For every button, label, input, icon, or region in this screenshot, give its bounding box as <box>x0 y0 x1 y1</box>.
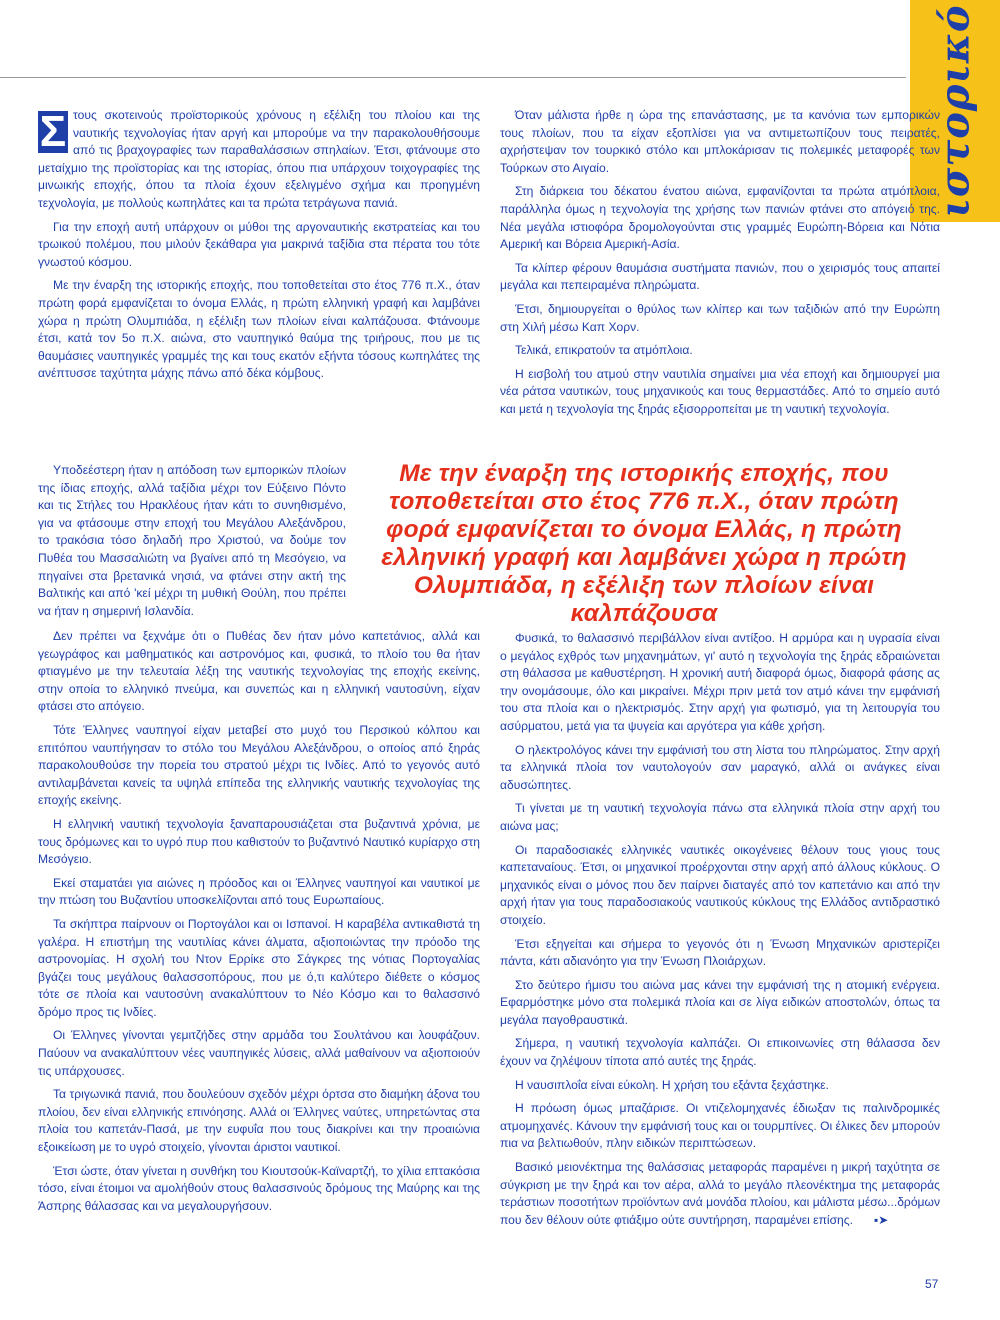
right-column-bottom <box>500 630 940 1235</box>
left-column-narrow <box>38 462 346 626</box>
header-rule <box>0 77 906 78</box>
pull-quote: Με την έναρξη της ιστορικής εποχής, που τοποθετείται στο έτος 776 π.Χ., όταν πρώτη φορά εμφανίζεται το όνομα Ελλάς, η πρώτη ελληνική γραφή και λαμβάνει χώρα η πρώτη Ολυμπιάδα, η εξέλιξη των πλοίων είναι καλπάζουσα <box>381 460 907 627</box>
article-paragraph: Η ναυσιπλοΐα είναι εύκολη. Η χρήση του εξάντα ξεχάστηκε. <box>515 1077 829 1092</box>
left-column-top <box>38 107 480 389</box>
section-tab-label: ιστορικό <box>931 4 979 218</box>
article-paragraph: Σήμερα, η ναυτική τεχνολογία καλπάζει. Οι επικοινωνίες στη θάλασσα δεν έχουν να ζηλέψουν τίποτα από αυτές της ξηράς. <box>500 1036 940 1069</box>
article-paragraph: Τι γίνεται με τη ναυτική τεχνολογία πάνω στα ελληνικά πλοία στην αρχή του αιώνα μας; <box>500 801 940 833</box>
article-paragraph: Στο δεύτερο ήμισυ του αιώνα μας κάνει την εμφάνισή της η ατομική ενέργεια. Εφαρμόστηκε μόνο στα πολεμικά πλοία και σε λίγα ειδικών αποστολών, όπως τα μεγάλα παγοθραυστικά. <box>500 977 940 1027</box>
drop-cap: Σ <box>39 107 67 156</box>
article-paragraph: Εκεί σταματάει για αιώνες η πρόοδος και οι Έλληνες ναυπηγοί και ναυτικοί με την πτώση του Βυζαντίου υποσκελίζονται από τους Ευρωπαίους. <box>38 875 480 908</box>
article-paragraph: Η εισβολή του ατμού στην ναυτιλία σημαίνει μια νέα εποχή και δημιουργεί μια νέα ράτσα ναυτικών, τους μηχανικούς και τους θερμαστάδες. Από το σημείο αυτό και μετά η τεχνολογία της ξηράς εξισορροπείται με τη ναυτική τεχνολογία. <box>500 366 940 416</box>
end-arrow-icon: ▪➤ <box>873 1212 889 1227</box>
article-paragraph: Τελικά, επικρατούν τα ατμόπλοια. <box>515 343 693 358</box>
article-paragraph: Τα κλίπερ φέρουν θαυμάσια συστήματα πανιών, που ο χειρισμός τους απαιτεί μεγάλα και πεπειραμένα πληρώματα. <box>500 260 940 293</box>
article-paragraph: Τα σκήπτρα παίρνουν οι Πορτογάλοι και οι Ισπανοί. Η καραβέλα αντικαθιστά τη γαλέρα. Η επιστήμη της ναυτιλίας κάνει άλματα, αξιοποιώντας την πρόοδο της αστρονομίας. Η σχολή του Ντον Ερρίκε στο Σάγκρες της νότιας Πορτογαλίας βγάζει τους μεγάλους θαλασσοπόρους, που με ό,τι καλύτερο διέθετε ο κόσμος τότε σε πλοία και ναυτοσύνη ανακαλύπτουν το Νέο Κόσμο και το θαλασσινό δρόμο προς τις Ινδίες. <box>38 916 480 1019</box>
article-paragraph: Η ελληνική ναυτική τεχνολογία ξαναπαρουσιάζεται στα βυζαντινά χρόνια, με τους δρόμωνες και το υγρό πυρ που καθιστούν το βυζαντινό Ναυτικό κυρίαρχο στη Μεσόγειο. <box>38 816 480 867</box>
article-paragraph: Οι παραδοσιακές ελληνικές ναυτικές οικογένειες θέλουν τους γιους τους καπεταναίους. Έτσι, οι μηχανικοί προέρχονται στην αρχή από άλλους κύκλους. Ο μηχανικός είναι ο μόνος που δεν παίρνει διαταγές από τον καπετάνιο και από την αρχή ήταν για τους παραδοσιακούς ναυτικούς κύκλους της Ελλάδος αντιδραστικό στοιχείο. <box>500 842 940 927</box>
article-paragraph: Φυσικά, το θαλασσινό περιβάλλον είναι αντίξοο. Η αρμύρα και η υγρασία είναι ο μεγάλος εχθρός των μηχανημάτων, γι' αυτό η τεχνολογία της ξηράς εδραιώνεται στη θάλασσα με καθυστέρηση. Η χρονική αυτή διαφορά όμως, διαφορά φάσης ας την ονομάσουμε, όλο και μικραίνει. Μέχρι πριν μετά τον ατμό κάνει την εμφάνισή του στα πλοία και ο ηλεκτρισμός. Στην αρχή για φωτισμό, για τη λειτουργία του ασύρματου, μετά για τα ψυγεία και αργότερα για κάθε χρήση. <box>500 631 940 733</box>
article-paragraph: Έτσι, δημιουργείται ο θρύλος των κλίπερ και των ταξιδιών από την Ευρώπη στη Χιλή μέσω Καπ Χορν. <box>500 301 940 334</box>
article-paragraph: Έτσι εξηγείται και σήμερα το γεγονός ότι η Ένωση Μηχανικών αριστερίζει πάντα, κάτι αδιανόητο για την Ένωση Πλοιάρχων. <box>500 936 940 969</box>
article-paragraph: Υποδεέστερη ήταν η απόδοση των εμπορικών πλοίων της ίδιας εποχής, αλλά ταξίδια μέχρι τον Εύξεινο Πόντο και τις Στήλες του Ηρακλέους ήταν κάτι το συνηθισμένο, για να φτάσουμε στην εποχή του Μεγάλου Αλεξάνδρου, το τρακόσια τόσο δηλαδή προ Χριστού, να δούμε τον Πυθέα του Μασσαλιώτη να βγαίνει από τη Μεσόγειο, να πηγαίνει στα βρετανικά νησιά, να φτάνει στην ακτή της Βαλτικής και από 'κεί μέχρι τη μυθική Θούλη, που πρέπει να ήταν η σημερινή Ισλανδία. <box>38 463 346 618</box>
article-paragraph: Η πρόωση όμως μπαζάρισε. Οι ντιζελομηχανές έδιωξαν τις παλινδρομικές ατμομηχανές. Κάνουν την εμφάνισή τους και οι τουρμπίνες. Οι έλικες δεν μπορούν πια να βελτιωθούν, πλην ειδικών περιπτώσεων. <box>500 1101 940 1151</box>
article-paragraph: Στη διάρκεια του δέκατου ένατου αιώνα, εμφανίζονται τα πρώτα ατμόπλοια, παράλληλα όμως η τεχνολογία της χρήσης των πανιών φτάνει στο απόγειό της. Νέα μεγάλα ιστιοφόρα δρομολογούνται στις γραμμές Ευρώπη-Βόρεια και Νότια Αμερική και Βόρεια Αμερική-Ασία. <box>500 184 940 252</box>
article-paragraph: Βασικό μειονέκτημα της θαλάσσιας μεταφοράς παραμένει η μικρή ταχύτητα σε σύγκριση με την ξηρά και τον αέρα, αλλά το μεγάλο πλεονέκτημα της μεταφοράς τεράστιων ποσοτήτων προϊόντων ανά μονάδα πλοίου, και μάλιστα μέσω...δρόμων που δεν θέλουν ούτε φτιάξιμο ούτε συντήρηση, παραμένει επίσης. ▪➤ <box>500 1159 940 1229</box>
article-paragraph: Ο ηλεκτρολόγος κάνει την εμφάνισή του στη λίστα του πληρώματος. Στην αρχή τα ελληνικά πλοία τον ναυτολογούν σαν μαραγκό, αλλά οι ανάγκες είναι αδυσώπητες. <box>500 742 940 792</box>
article-paragraph: Με την έναρξη της ιστορικής εποχής, που τοποθετείται στο έτος 776 π.Χ., όταν πρώτη φορά εμφανίζεται το όνομα Ελλάς, η πρώτη ελληνική γραφή και λαμβάνει χώρα η πρώτη Ολυμπιάδα, η εξέλιξη των πλοίων είναι καλπάζουσα. Φτάνουμε έτσι, κατά τον 5ο π.Χ. αιώνα, στο ναυπηγικό θαύμα της τριήρους, που με τις θαυμάσιες ναυπηγικές γραμμές της και τους εκατόν εξήντα τόσους κωπηλάτες της ανέπτυσσε ταχύτητα μάχης πάνω από δέκα κόμβους. <box>38 278 480 381</box>
article-paragraph: Δεν πρέπει να ξεχνάμε ότι ο Πυθέας δεν ήταν μόνο καπετάνιος, αλλά και γεωγράφος και μαθηματικός και αστρονόμος και, φυσικά, το πλοίο του θα ήταν φτιαγμένο με την τελευταία λέξη της ναυτικής τεχνολογίας της εποχής εκείνης, στην οποία το ελληνικό πνεύμα, και συνεπώς και η ελληνική ναυτοσύνη, είχαν φτάσει στο απόγειο. <box>38 629 480 714</box>
article-paragraph: Όταν μάλιστα ήρθε η ώρα της επανάστασης, με τα κανόνια των εμπορικών τους πλοίων, που τα είχαν εξοπλίσει για να αντιμετωπίζουν τους πειρατές, αχρήστεψαν τον τουρκικό στόλο και μπλοκάρισαν τις πολεμικές μεταφορές των Τούρκων στο Αιγαίο. <box>500 108 940 175</box>
right-column-top <box>500 107 940 425</box>
article-paragraph: Σ τους σκοτεινούς προϊστορικούς χρόνους η εξέλιξη του πλοίου και της ναυτικής τεχνολογίας ήταν αργή και μπορούμε να την παρακολουθήσουμε από τις βραχογραφίες των παραθαλάσσιων σπηλαίων. Έτσι, φτάνουμε στο μεταίχμιο της προϊστορίας και της ιστορίας, όπου πια υπάρχουν τοιχογραφίες της μινωικής εποχής, όπου τα πλοία έχουν εξελιγμένο σχήμα και προηγμένη τεχνολογία, με πολλούς κωπηλάτες και τα πρώτα τετράγωνα πανιά. <box>38 107 480 210</box>
article-paragraph: Για την εποχή αυτή υπάρχουν οι μύθοι της αργοναυτικής εκστρατείας και του τρωικού πολέμου, που μιλούν ξεκάθαρα για μακρινά ταξίδια στα πέρατα του τότε γνωστού κόσμου. <box>38 219 480 269</box>
article-paragraph: Τα τριγωνικά πανιά, που δουλεύουν σχεδόν μέχρι όρτσα στο διαμήκη άξονα του πλοίου, δεν είναι ελληνικής επινόησης. Αλλά οι Έλληνες ναύτες, υπηρετώντας στα πλοία του καπετάν-Πασά, με την ευφυΐα που τους διακρίνει και την προαιώνια εξοικείωση με το υγρό στοιχείο, γίνονται άριστοι ναυτικοί. <box>38 1087 480 1155</box>
article-paragraph: Τότε Έλληνες ναυπηγοί είχαν μεταβεί στο μυχό του Περσικού κόλπου και επιτόπου ναυπήγησαν το στόλο του Μεγάλου Αλεξάνδρου, ο οποίος από ξηράς παρακολουθούσε την πορεία του στρατού μέχρι τις Ινδίες. Από το γεγονός αυτό αντιλαμβάνεται κανείς τα υψηλά επίπεδα της ελληνικής ναυτικής τεχνολογίας της εποχής εκείνης. <box>38 722 480 808</box>
page-number: 57 <box>925 1277 939 1291</box>
article-paragraph: Οι Έλληνες γίνονται γεμιτζήδες στην αρμάδα του Σουλτάνου και λουφάζουν. Παύουν να ανακαλύπτουν νέες ναυπηγικές λύσεις, αλλά μαθαίνουν να αξιοποιούν τις υπάρχουσες. <box>38 1028 480 1078</box>
article-paragraph: Έτσι ώστε, όταν γίνεται η συνθήκη του Κιουτσούκ-Καϊναρτζή, το χίλια επτακόσια τόσο, είναι έτοιμοι να αμολήθούν στους θαλασσινούς δρόμους της Μαύρης και της Άσπρης θάλασσας και να μεγαλουργήσουν. <box>38 1163 480 1213</box>
left-column-bottom <box>38 628 480 1221</box>
